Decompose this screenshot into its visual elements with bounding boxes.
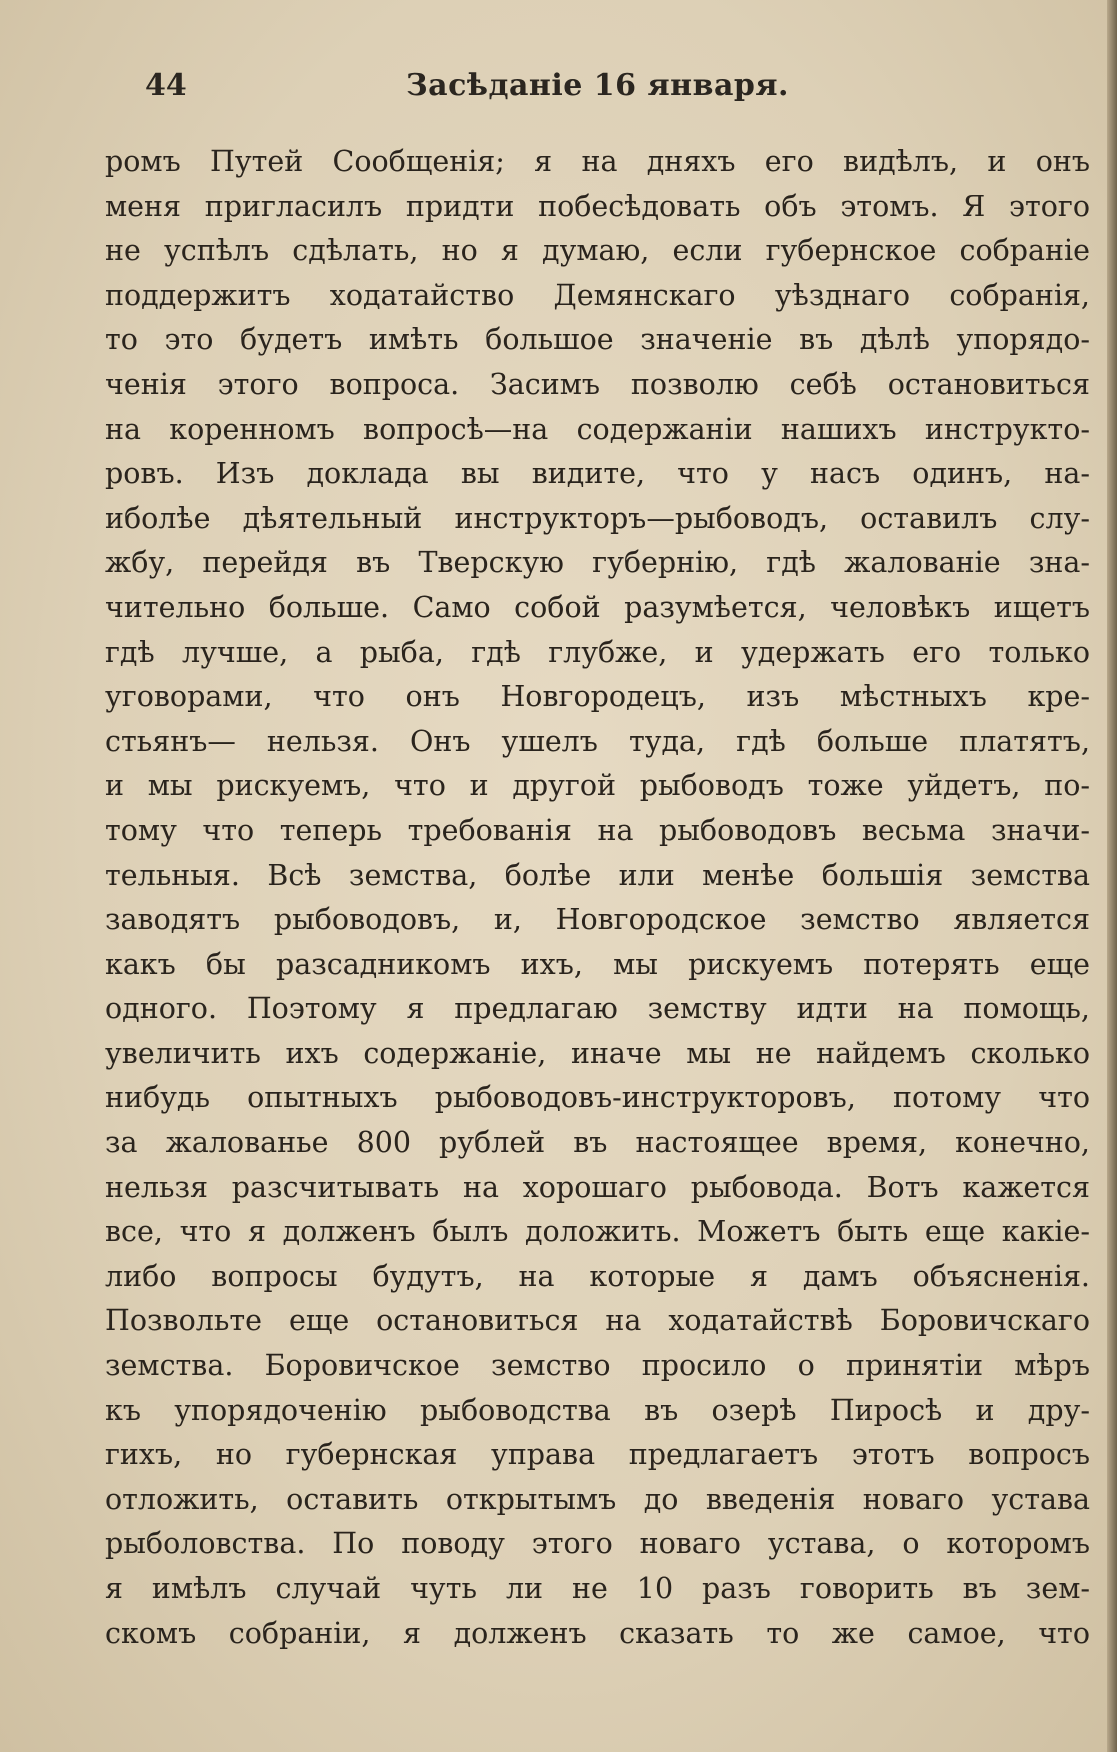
text-line: либо вопросы будутъ, на которые я дамъ объясненія.	[105, 1259, 1090, 1293]
text-line: гихъ, но губернская управа предлагаетъ этотъ вопросъ	[105, 1438, 1090, 1472]
page-edge-shadow	[1107, 0, 1117, 1752]
text-line: тельныя. Всѣ земства, болѣе или менѣе большія земства	[105, 858, 1090, 892]
page-number: 44	[145, 68, 187, 103]
text-line: отложить, оставить открытымъ до введенія новаго устава	[105, 1482, 1090, 1516]
text-line: стьянъ— нельзя. Онъ ушелъ туда, гдѣ больше платятъ,	[105, 724, 1090, 758]
header-title: Засѣданіе 16 января.	[406, 68, 789, 103]
text-line: жбу, перейдя въ Тверскую губернію, гдѣ жалованіе зна-	[105, 546, 1090, 580]
running-head	[105, 62, 1090, 114]
text-line: я имѣлъ случай чуть ли не 10 разъ говорить въ зем-	[105, 1572, 1090, 1605]
text-line: тому что теперь требованія на рыбоводовъ весьма значи-	[105, 813, 1090, 847]
text-line: все, что я долженъ былъ доложить. Можетъ быть еще какіе-	[105, 1215, 1090, 1249]
text-line: ровъ. Изъ доклада вы видите, что у насъ одинъ, на-	[105, 457, 1090, 491]
text-line: какъ бы разсадникомъ ихъ, мы рискуемъ потерять еще	[105, 947, 1090, 981]
text-line: къ упорядоченію рыбоводства въ озерѣ Пиросѣ и дру-	[105, 1393, 1090, 1427]
text-line: уговорами, что онъ Новгородецъ, изъ мѣстныхъ кре-	[105, 680, 1090, 714]
text-line: нибудь опытныхъ рыбоводовъ-инструкторовъ, потому что	[105, 1081, 1090, 1115]
text-line: нельзя разсчитывать на хорошаго рыбовода. Вотъ кажется	[105, 1170, 1090, 1204]
text-line: Позвольте еще остановиться на ходатайствѣ Боровичскаго	[105, 1304, 1090, 1338]
text-line: за жалованье 800 рублей въ настоящее время, конечно,	[105, 1126, 1090, 1160]
text-line: то это будетъ имѣть большое значеніе въ дѣлѣ упорядо-	[105, 323, 1090, 357]
text-line: иболѣе дѣятельный инструкторъ—рыбоводъ, оставилъ слу-	[105, 501, 1090, 535]
text-line: ромъ Путей Сообщенія; я на дняхъ его видѣлъ, и онъ	[105, 145, 1090, 178]
text-line: заводятъ рыбоводовъ, и, Новгородское земство является	[105, 903, 1090, 937]
text-line: гдѣ лучше, а рыба, гдѣ глубже, и удержать его только	[105, 635, 1090, 669]
text-line: ченія этого вопроса. Засимъ позволю себѣ остановиться	[105, 367, 1090, 401]
text-line: земства. Боровичское земство просило о принятіи мѣръ	[105, 1349, 1090, 1383]
text-line: на коренномъ вопросѣ—на содержаніи нашихъ инструкто-	[105, 412, 1090, 446]
body-text	[105, 140, 1090, 1656]
text-line: увеличить ихъ содержаніе, иначе мы не найдемъ сколько	[105, 1036, 1090, 1070]
text-line: скомъ собраніи, я долженъ сказать то же самое, что	[105, 1616, 1090, 1650]
text-line: чительно больше. Само собой разумѣется, человѣкъ ищетъ	[105, 590, 1090, 624]
text-line: рыболовства. По поводу этого новаго устава, о которомъ	[105, 1527, 1090, 1561]
text-line: и мы рискуемъ, что и другой рыбоводъ тоже уйдетъ, по-	[105, 769, 1090, 803]
text-line: поддержитъ ходатайство Демянскаго уѣзднаго собранія,	[105, 278, 1090, 312]
text-line: одного. Поэтому я предлагаю земству идти на помощь,	[105, 992, 1090, 1026]
text-line: не успѣлъ сдѣлать, но я думаю, если губернское собраніе	[105, 234, 1090, 268]
text-line: меня пригласилъ придти побесѣдовать объ этомъ. Я этого	[105, 189, 1090, 223]
